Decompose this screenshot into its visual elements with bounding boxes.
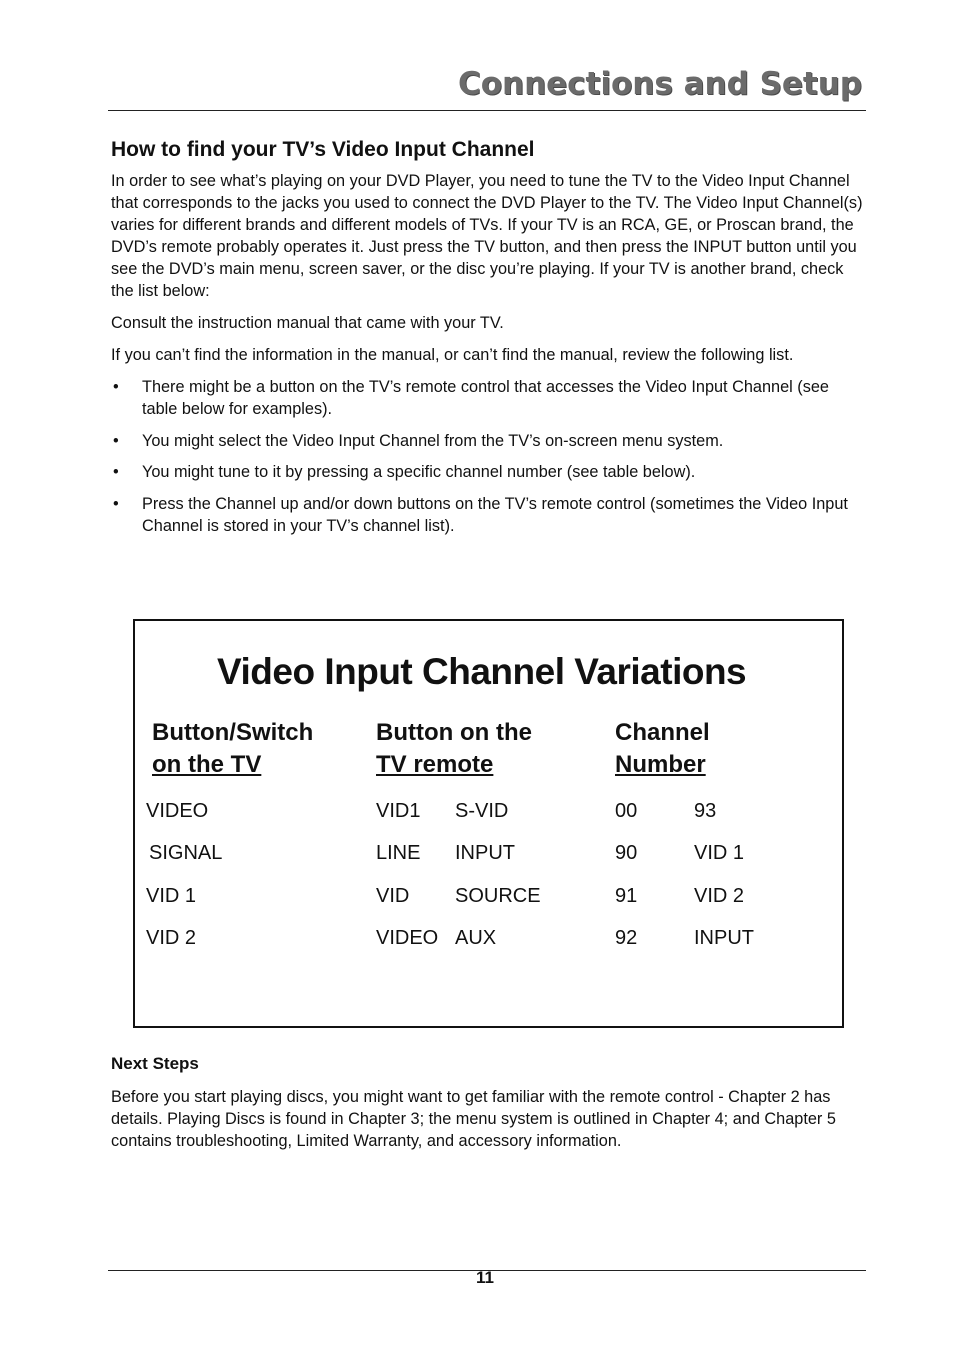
bullet-icon: • (113, 494, 119, 513)
table-cell: VID 2 (146, 927, 197, 949)
list-item (111, 493, 863, 537)
review-paragraph: If you can’t find the information in the manual, or can’t find the manual, review the following list. (111, 346, 794, 364)
column-header-line1: Button on the (376, 719, 532, 746)
table-cell: INPUT (455, 842, 515, 864)
next-steps-heading: Next Steps (111, 1054, 199, 1073)
list-item-text: Press the Channel up and/or down buttons on the TV’s remote control (sometimes the Video Input Channel is stored in your TV’s channel list). (142, 494, 848, 535)
table-cell: 00 (615, 800, 638, 822)
table-cell: SOURCE (455, 885, 541, 907)
bullet-icon: • (113, 463, 119, 481)
list-item-text: There might be a button on the TV’s remote control that accesses the Video Input Channel (see table below for examples). (142, 378, 829, 418)
table-cell: S-VID (455, 800, 509, 822)
list-item (111, 430, 863, 452)
column-header-tv-switch (152, 717, 313, 781)
bullet-icon: • (113, 378, 119, 396)
column-header-line2: TV remote (376, 751, 494, 778)
list-item (111, 376, 863, 420)
column-header-channel-number (615, 717, 710, 781)
column-header-line1: Channel (615, 719, 710, 746)
table-cell: 91 (615, 885, 638, 907)
list-item (111, 461, 863, 483)
table-cell: VID 1 (146, 885, 197, 907)
table-cell: VIDEO (376, 927, 439, 949)
column-header-line2: on the TV (152, 751, 262, 778)
page-number: 11 (476, 1268, 494, 1287)
page-header-title: Connections and Setup (457, 66, 862, 102)
table-cell: VIDEO (146, 800, 209, 822)
table-cell: 90 (615, 842, 638, 864)
variations-table (133, 619, 844, 1028)
intro-paragraph: In order to see what’s playing on your DVD Player, you need to tune the TV to the Video Input Channel that corresponds to the jacks you used to connect the DVD Player to the TV. The Video Input Channel(s) varies for different brands and different models of TVs. If your TV is an RCA, GE, or Proscan brand, the DVD’s remote probably operates it. Just press the TV button, and then press the INPUT button until you see the DVD’s main menu, screen saver, or the disc you’re playing. If your TV is another brand, check the list below: (111, 172, 863, 300)
table-cell: VID1 (376, 800, 421, 822)
section-heading: How to find your TV’s Video Input Channel (111, 138, 535, 161)
column-header-line2: Number (615, 751, 706, 778)
list-item-text: You might select the Video Input Channel from the TV’s on-screen menu system. (142, 431, 724, 450)
main-content (111, 138, 863, 546)
list-item-text: You might tune to it by pressing a specific channel number (see table below). (142, 463, 696, 481)
table-cell: LINE (376, 842, 421, 864)
bullet-icon: • (113, 431, 119, 450)
consult-paragraph: Consult the instruction manual that came with your TV. (111, 314, 504, 332)
table-cell: VID (376, 885, 410, 907)
next-steps-text: Before you start playing discs, you might want to get familiar with the remote control - Chapter 2 has details. Playing Discs is found in Chapter 3; the menu system is outlined in Chapter 4; and Chapter 5 contains troubleshooting, Limited Warranty, and accessory information. (111, 1088, 836, 1150)
table-cell: 93 (694, 800, 717, 822)
table-cell: VID 1 (694, 842, 745, 864)
table-cell: INPUT (694, 927, 754, 949)
column-header-remote-button (376, 717, 532, 781)
header-divider (108, 110, 866, 111)
table-cell: VID 2 (694, 885, 745, 907)
table-title: Video Input Channel Variations (217, 651, 747, 692)
column-header-line1: Button/Switch (152, 719, 314, 746)
table-cell: 92 (615, 927, 638, 949)
options-list (111, 376, 863, 537)
table-cell: AUX (455, 927, 497, 949)
table-cell: SIGNAL (149, 842, 223, 864)
